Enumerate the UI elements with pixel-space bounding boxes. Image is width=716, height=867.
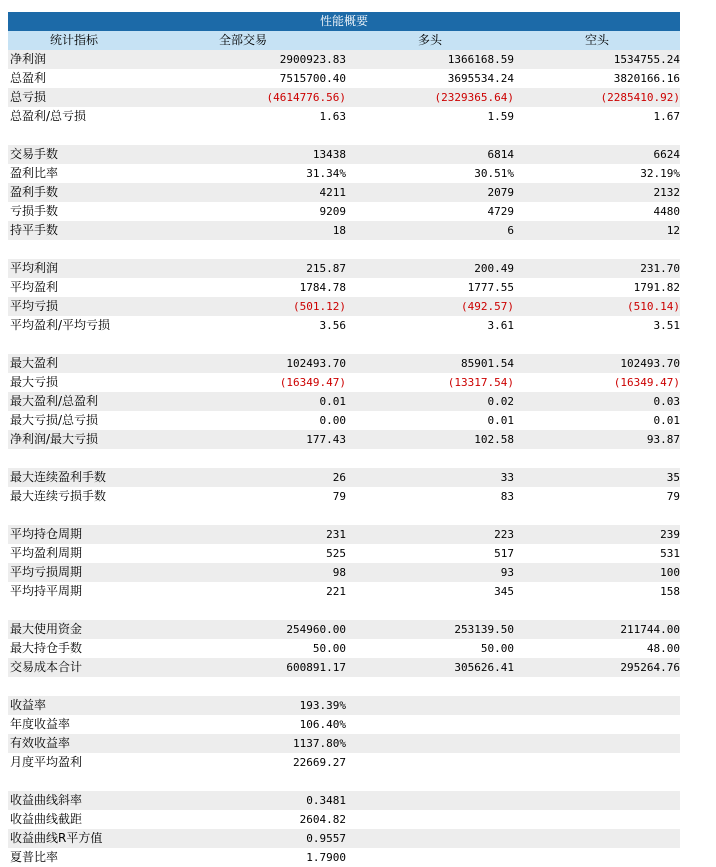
cell-all-trades: 193.39% xyxy=(299,699,346,712)
group-spacer xyxy=(8,601,680,620)
cell-long: 6 xyxy=(507,224,514,237)
table-row xyxy=(8,620,680,639)
cell-all-trades: 79 xyxy=(332,490,346,503)
table-row xyxy=(8,639,680,658)
table-row xyxy=(8,715,680,734)
table-row xyxy=(8,696,680,715)
cell-all-trades: 1.63 xyxy=(319,110,346,123)
row-label: 平均持平周期 xyxy=(10,584,83,598)
cell-short: 211744.00 xyxy=(620,623,680,636)
table-row xyxy=(8,354,680,373)
cell-short: 79 xyxy=(666,490,680,503)
cell-long: 0.02 xyxy=(487,395,514,408)
cell-short: 102493.70 xyxy=(620,357,680,370)
row-label: 收益曲线R平方值 xyxy=(10,831,103,845)
cell-short xyxy=(514,791,680,810)
table-row xyxy=(8,107,680,126)
table-row xyxy=(8,658,680,677)
table-row xyxy=(8,145,680,164)
cell-all-trades: 3.56 xyxy=(319,319,346,332)
cell-all-trades: 98 xyxy=(332,566,346,579)
cell-all-trades: 7515700.40 xyxy=(279,72,346,85)
cell-short: 32.19% xyxy=(640,167,680,180)
cell-all-trades: 1137.80% xyxy=(293,737,346,750)
row-label: 盈利比率 xyxy=(10,166,59,180)
cell-long: 223 xyxy=(494,528,514,541)
group-spacer xyxy=(8,772,680,791)
row-label: 最大连续盈利手数 xyxy=(10,470,107,484)
row-label: 持平手数 xyxy=(10,223,59,237)
cell-short: 93.87 xyxy=(646,433,680,446)
table-row xyxy=(8,316,680,335)
row-label: 平均亏损 xyxy=(10,299,59,313)
row-label: 交易成本合计 xyxy=(10,660,83,674)
cell-all-trades: 177.43 xyxy=(306,433,346,446)
row-label: 平均盈利 xyxy=(10,280,59,294)
cell-all-trades: 102493.70 xyxy=(286,357,346,370)
row-label: 平均亏损周期 xyxy=(10,565,83,579)
cell-short xyxy=(514,848,680,867)
table-row xyxy=(8,829,680,848)
cell-short: 295264.76 xyxy=(620,661,680,674)
table-row xyxy=(8,468,680,487)
performance-summary-table xyxy=(8,12,680,867)
table-row xyxy=(8,297,680,316)
cell-short: 0.03 xyxy=(653,395,680,408)
row-label: 亏损手数 xyxy=(10,204,59,218)
table-row xyxy=(8,50,680,69)
cell-short: 531 xyxy=(660,547,680,560)
cell-all-trades: 31.34% xyxy=(306,167,346,180)
table-body xyxy=(8,50,680,867)
cell-all-trades: (501.12) xyxy=(293,300,346,313)
row-label: 夏普比率 xyxy=(10,850,59,864)
table-row xyxy=(8,69,680,88)
table-row xyxy=(8,88,680,107)
header-metric: 统计指标 xyxy=(49,33,98,47)
cell-short: 1791.82 xyxy=(633,281,680,294)
cell-all-trades: 22669.27 xyxy=(293,756,346,769)
row-label: 收益率 xyxy=(10,698,47,712)
table-row xyxy=(8,563,680,582)
cell-long: 6814 xyxy=(487,148,514,161)
table-row xyxy=(8,734,680,753)
cell-all-trades: 600891.17 xyxy=(286,661,346,674)
table-title: 性能概要 xyxy=(8,12,680,31)
cell-long: 50.00 xyxy=(480,642,514,655)
group-spacer xyxy=(8,677,680,696)
cell-long xyxy=(346,829,514,848)
cell-short: 12 xyxy=(666,224,680,237)
table-row xyxy=(8,487,680,506)
cell-long xyxy=(346,734,514,753)
cell-short xyxy=(514,753,680,772)
cell-all-trades: 18 xyxy=(332,224,346,237)
cell-long: 93 xyxy=(500,566,514,579)
cell-all-trades: 106.40% xyxy=(299,718,346,731)
cell-all-trades: (16349.47) xyxy=(279,376,346,389)
cell-short xyxy=(514,810,680,829)
header-all-trades: 全部交易 xyxy=(218,33,267,47)
cell-all-trades: 26 xyxy=(332,471,346,484)
cell-long: 3.61 xyxy=(487,319,514,332)
table-row xyxy=(8,259,680,278)
cell-short xyxy=(514,696,680,715)
cell-short xyxy=(514,734,680,753)
table-row xyxy=(8,183,680,202)
cell-long: 253139.50 xyxy=(454,623,514,636)
table-row xyxy=(8,582,680,601)
cell-short: 3.51 xyxy=(653,319,680,332)
header-short: 空头 xyxy=(584,33,609,47)
cell-long: 1777.55 xyxy=(467,281,514,294)
cell-long xyxy=(346,696,514,715)
cell-long: 4729 xyxy=(487,205,514,218)
row-label: 最大盈利 xyxy=(10,356,59,370)
cell-all-trades: 0.01 xyxy=(319,395,346,408)
cell-short: 2132 xyxy=(653,186,680,199)
cell-all-trades: 1.7900 xyxy=(306,851,346,864)
row-label: 年度收益率 xyxy=(10,717,71,731)
cell-long: 33 xyxy=(500,471,514,484)
cell-long: 102.58 xyxy=(474,433,514,446)
row-label: 最大盈利/总盈利 xyxy=(10,394,99,408)
cell-long xyxy=(346,791,514,810)
cell-short: 239 xyxy=(660,528,680,541)
table-header-row xyxy=(8,31,680,50)
table-row xyxy=(8,164,680,183)
row-label: 净利润 xyxy=(10,52,47,66)
cell-long: 83 xyxy=(500,490,514,503)
row-label: 收益曲线截距 xyxy=(10,812,83,826)
cell-long: 1.59 xyxy=(487,110,514,123)
cell-all-trades: 231 xyxy=(326,528,346,541)
cell-all-trades: 1784.78 xyxy=(299,281,346,294)
cell-long: 345 xyxy=(494,585,514,598)
cell-long: 30.51% xyxy=(474,167,514,180)
group-spacer xyxy=(8,240,680,259)
cell-long: 85901.54 xyxy=(461,357,514,370)
table-row xyxy=(8,202,680,221)
cell-all-trades: 2604.82 xyxy=(299,813,346,826)
cell-long: 200.49 xyxy=(474,262,514,275)
row-label: 平均利润 xyxy=(10,261,59,275)
row-label: 交易手数 xyxy=(10,147,59,161)
row-label: 收益曲线斜率 xyxy=(10,793,83,807)
cell-short: 3820166.16 xyxy=(613,72,680,85)
cell-all-trades: 0.3481 xyxy=(306,794,346,807)
cell-long: 2079 xyxy=(487,186,514,199)
row-label: 总盈利 xyxy=(10,71,47,85)
cell-all-trades: 4211 xyxy=(319,186,346,199)
row-label: 最大亏损/总亏损 xyxy=(10,413,99,427)
row-label: 总亏损 xyxy=(10,90,47,104)
cell-all-trades: 0.00 xyxy=(319,414,346,427)
cell-short: 48.00 xyxy=(646,642,680,655)
row-label: 最大使用资金 xyxy=(10,622,83,636)
table-row xyxy=(8,791,680,810)
table-row xyxy=(8,848,680,867)
cell-all-trades: (4614776.56) xyxy=(266,91,346,104)
cell-short: 4480 xyxy=(653,205,680,218)
row-label: 最大亏损 xyxy=(10,375,59,389)
group-spacer xyxy=(8,335,680,354)
cell-long: 1366168.59 xyxy=(447,53,514,66)
row-label: 净利润/最大亏损 xyxy=(10,432,99,446)
cell-all-trades: 50.00 xyxy=(312,642,346,655)
row-label: 盈利手数 xyxy=(10,185,59,199)
cell-long: (492.57) xyxy=(461,300,514,313)
cell-short: 35 xyxy=(666,471,680,484)
row-label: 平均持仓周期 xyxy=(10,527,83,541)
group-spacer xyxy=(8,449,680,468)
cell-short: 0.01 xyxy=(653,414,680,427)
cell-long: 305626.41 xyxy=(454,661,514,674)
cell-short: (510.14) xyxy=(627,300,680,313)
cell-long xyxy=(346,753,514,772)
cell-long xyxy=(346,848,514,867)
cell-all-trades: 13438 xyxy=(312,148,346,161)
cell-short: (16349.47) xyxy=(613,376,680,389)
row-label: 月度平均盈利 xyxy=(10,755,83,769)
row-label: 有效收益率 xyxy=(10,736,71,750)
group-spacer xyxy=(8,126,680,145)
table-row xyxy=(8,411,680,430)
cell-short xyxy=(514,715,680,734)
table-row xyxy=(8,753,680,772)
table-row xyxy=(8,373,680,392)
cell-short: 100 xyxy=(660,566,680,579)
row-label: 总盈利/总亏损 xyxy=(10,109,87,123)
cell-short xyxy=(514,829,680,848)
header-long: 多头 xyxy=(417,33,442,47)
cell-long: 3695534.24 xyxy=(447,72,514,85)
cell-all-trades: 0.9557 xyxy=(306,832,346,845)
group-spacer xyxy=(8,506,680,525)
cell-short: 158 xyxy=(660,585,680,598)
cell-long xyxy=(346,715,514,734)
cell-all-trades: 221 xyxy=(326,585,346,598)
table-row xyxy=(8,544,680,563)
cell-short: (2285410.92) xyxy=(600,91,680,104)
table-row xyxy=(8,810,680,829)
cell-long: (2329365.64) xyxy=(434,91,514,104)
row-label: 平均盈利周期 xyxy=(10,546,83,560)
table-row xyxy=(8,430,680,449)
cell-all-trades: 525 xyxy=(326,547,346,560)
row-label: 最大连续亏损手数 xyxy=(10,489,107,503)
cell-all-trades: 9209 xyxy=(319,205,346,218)
table-row xyxy=(8,525,680,544)
table-row xyxy=(8,278,680,297)
cell-short: 1534755.24 xyxy=(613,53,680,66)
table-row xyxy=(8,392,680,411)
cell-long: 0.01 xyxy=(487,414,514,427)
table-row xyxy=(8,221,680,240)
cell-short: 6624 xyxy=(653,148,680,161)
cell-long: 517 xyxy=(494,547,514,560)
cell-long: (13317.54) xyxy=(447,376,514,389)
cell-long xyxy=(346,810,514,829)
cell-short: 1.67 xyxy=(653,110,680,123)
cell-all-trades: 215.87 xyxy=(306,262,346,275)
cell-short: 231.70 xyxy=(640,262,680,275)
cell-all-trades: 2900923.83 xyxy=(279,53,346,66)
cell-all-trades: 254960.00 xyxy=(286,623,346,636)
row-label: 平均盈利/平均亏损 xyxy=(10,318,111,332)
row-label: 最大持仓手数 xyxy=(10,641,83,655)
